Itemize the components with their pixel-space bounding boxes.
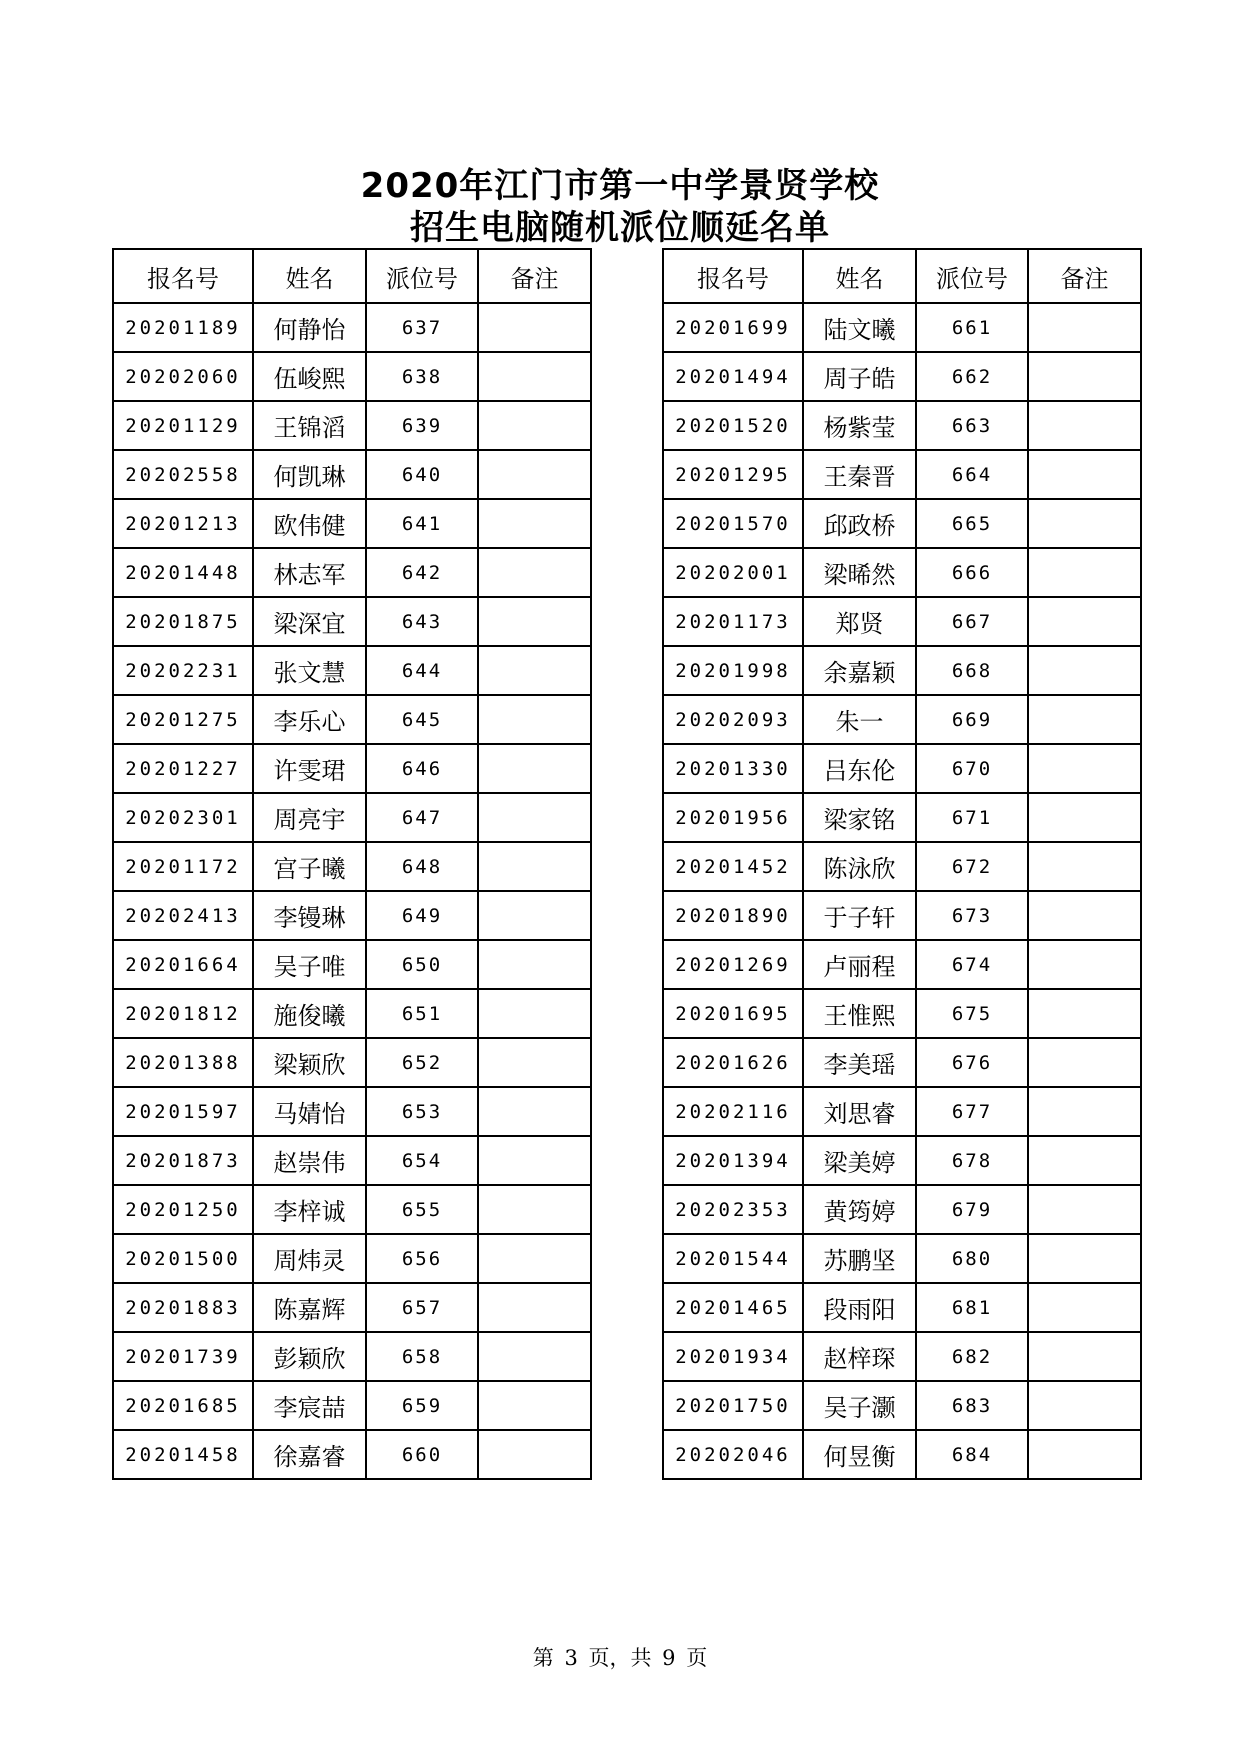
registration-no-cell: 20201739: [113, 1332, 253, 1381]
remarks-cell: [478, 1381, 591, 1430]
student-name-cell: 朱一: [803, 695, 916, 744]
remarks-cell: [478, 842, 591, 891]
header-name: 姓名: [803, 249, 916, 303]
student-name-cell: 欧伟健: [253, 499, 366, 548]
student-name-cell: 陈嘉辉: [253, 1283, 366, 1332]
table-row: [663, 401, 1141, 450]
student-name-cell: 宫子曦: [253, 842, 366, 891]
table-row: [113, 842, 591, 891]
remarks-cell: [478, 597, 591, 646]
registration-no-cell: 20202231: [113, 646, 253, 695]
table-row: [663, 793, 1141, 842]
remarks-cell: [1028, 891, 1141, 940]
remarks-cell: [478, 352, 591, 401]
remarks-cell: [478, 695, 591, 744]
remarks-cell: [1028, 793, 1141, 842]
remarks-cell: [1028, 1430, 1141, 1479]
header-row: [113, 249, 591, 303]
registration-no-cell: 20201626: [663, 1038, 803, 1087]
student-name-cell: 王锦滔: [253, 401, 366, 450]
seat-no-cell: 641: [366, 499, 478, 548]
seat-no-cell: 674: [916, 940, 1028, 989]
seat-no-cell: 647: [366, 793, 478, 842]
seat-no-cell: 671: [916, 793, 1028, 842]
student-name-cell: 吴子唯: [253, 940, 366, 989]
table-row: [663, 842, 1141, 891]
remarks-cell: [1028, 1038, 1141, 1087]
student-name-cell: 余嘉颖: [803, 646, 916, 695]
header-remarks: 备注: [1028, 249, 1141, 303]
student-name-cell: 李宸喆: [253, 1381, 366, 1430]
registration-no-cell: 20201172: [113, 842, 253, 891]
registration-no-cell: 20201269: [663, 940, 803, 989]
student-name-cell: 李镘琳: [253, 891, 366, 940]
remarks-cell: [478, 401, 591, 450]
remarks-cell: [1028, 989, 1141, 1038]
table-row: [113, 1038, 591, 1087]
student-name-cell: 何静怡: [253, 303, 366, 352]
table-row: [663, 744, 1141, 793]
seat-no-cell: 657: [366, 1283, 478, 1332]
registration-no-cell: 20201956: [663, 793, 803, 842]
registration-no-cell: 20201873: [113, 1136, 253, 1185]
registration-no-cell: 20202001: [663, 548, 803, 597]
registration-no-cell: 20202413: [113, 891, 253, 940]
table-row: [663, 1185, 1141, 1234]
registration-no-cell: 20201189: [113, 303, 253, 352]
table-row: [113, 450, 591, 499]
seat-no-cell: 664: [916, 450, 1028, 499]
registration-no-cell: 20201448: [113, 548, 253, 597]
seat-no-cell: 665: [916, 499, 1028, 548]
registration-no-cell: 20202060: [113, 352, 253, 401]
registration-no-cell: 20201750: [663, 1381, 803, 1430]
header-registration-no: 报名号: [113, 249, 253, 303]
remarks-cell: [1028, 597, 1141, 646]
student-name-cell: 李美瑶: [803, 1038, 916, 1087]
student-name-cell: 徐嘉睿: [253, 1430, 366, 1479]
table-row: [663, 989, 1141, 1038]
registration-no-cell: 20201295: [663, 450, 803, 499]
registration-no-cell: 20201227: [113, 744, 253, 793]
table-row: [113, 695, 591, 744]
student-name-cell: 周子皓: [803, 352, 916, 401]
registration-no-cell: 20202353: [663, 1185, 803, 1234]
table-row: [113, 1136, 591, 1185]
seat-no-cell: 679: [916, 1185, 1028, 1234]
table-row: [663, 940, 1141, 989]
registration-no-cell: 20202558: [113, 450, 253, 499]
student-name-cell: 许雯珺: [253, 744, 366, 793]
registration-no-cell: 20202301: [113, 793, 253, 842]
remarks-cell: [478, 646, 591, 695]
seat-no-cell: 676: [916, 1038, 1028, 1087]
registration-no-cell: 20201494: [663, 352, 803, 401]
seat-no-cell: 638: [366, 352, 478, 401]
seat-no-cell: 653: [366, 1087, 478, 1136]
student-name-cell: 邱政桥: [803, 499, 916, 548]
roster-table-left: [112, 248, 592, 1480]
seat-no-cell: 662: [916, 352, 1028, 401]
table-row: [113, 793, 591, 842]
table-row: [113, 1430, 591, 1479]
header-row: [663, 249, 1141, 303]
table-row: [663, 891, 1141, 940]
remarks-cell: [478, 1332, 591, 1381]
registration-no-cell: 20201875: [113, 597, 253, 646]
remarks-cell: [478, 940, 591, 989]
seat-no-cell: 677: [916, 1087, 1028, 1136]
student-name-cell: 陆文曦: [803, 303, 916, 352]
seat-no-cell: 672: [916, 842, 1028, 891]
table-row: [663, 352, 1141, 401]
remarks-cell: [1028, 548, 1141, 597]
table-row: [663, 1136, 1141, 1185]
table-row: [663, 646, 1141, 695]
table-row: [663, 1038, 1141, 1087]
registration-no-cell: 20202046: [663, 1430, 803, 1479]
seat-no-cell: 651: [366, 989, 478, 1038]
seat-no-cell: 680: [916, 1234, 1028, 1283]
registration-no-cell: 20201129: [113, 401, 253, 450]
registration-no-cell: 20201685: [113, 1381, 253, 1430]
header-seat-no: 派位号: [366, 249, 478, 303]
seat-no-cell: 667: [916, 597, 1028, 646]
header-seat-no: 派位号: [916, 249, 1028, 303]
table-row: [663, 1381, 1141, 1430]
student-name-cell: 赵崇伟: [253, 1136, 366, 1185]
seat-no-cell: 673: [916, 891, 1028, 940]
student-name-cell: 吕东伦: [803, 744, 916, 793]
student-name-cell: 赵梓琛: [803, 1332, 916, 1381]
student-name-cell: 彭颖欣: [253, 1332, 366, 1381]
remarks-cell: [478, 744, 591, 793]
seat-no-cell: 669: [916, 695, 1028, 744]
student-name-cell: 何凯琳: [253, 450, 366, 499]
seat-no-cell: 661: [916, 303, 1028, 352]
student-name-cell: 王惟熙: [803, 989, 916, 1038]
student-name-cell: 何昱衡: [803, 1430, 916, 1479]
table-row: [113, 352, 591, 401]
remarks-cell: [478, 1038, 591, 1087]
seat-no-cell: 639: [366, 401, 478, 450]
registration-no-cell: 20201664: [113, 940, 253, 989]
registration-no-cell: 20201250: [113, 1185, 253, 1234]
seat-no-cell: 666: [916, 548, 1028, 597]
page-title-line2: 招生电脑随机派位顺延名单: [410, 208, 830, 248]
table-row: [113, 401, 591, 450]
remarks-cell: [478, 793, 591, 842]
student-name-cell: 卢丽程: [803, 940, 916, 989]
student-name-cell: 梁晞然: [803, 548, 916, 597]
registration-no-cell: 20201452: [663, 842, 803, 891]
seat-no-cell: 649: [366, 891, 478, 940]
remarks-cell: [1028, 1136, 1141, 1185]
remarks-cell: [478, 499, 591, 548]
seat-no-cell: 646: [366, 744, 478, 793]
table-row: [663, 695, 1141, 744]
student-name-cell: 施俊曦: [253, 989, 366, 1038]
table-row: [113, 1283, 591, 1332]
remarks-cell: [1028, 1185, 1141, 1234]
table-row: [113, 891, 591, 940]
seat-no-cell: 678: [916, 1136, 1028, 1185]
seat-no-cell: 650: [366, 940, 478, 989]
registration-no-cell: 20201597: [113, 1087, 253, 1136]
seat-no-cell: 654: [366, 1136, 478, 1185]
student-name-cell: 刘思睿: [803, 1087, 916, 1136]
seat-no-cell: 675: [916, 989, 1028, 1038]
seat-no-cell: 642: [366, 548, 478, 597]
header-name: 姓名: [253, 249, 366, 303]
remarks-cell: [1028, 940, 1141, 989]
registration-no-cell: 20201890: [663, 891, 803, 940]
remarks-cell: [478, 1234, 591, 1283]
student-name-cell: 段雨阳: [803, 1283, 916, 1332]
table-row: [113, 1381, 591, 1430]
remarks-cell: [1028, 450, 1141, 499]
seat-no-cell: 658: [366, 1332, 478, 1381]
remarks-cell: [1028, 695, 1141, 744]
remarks-cell: [478, 1283, 591, 1332]
remarks-cell: [1028, 1087, 1141, 1136]
seat-no-cell: 652: [366, 1038, 478, 1087]
student-name-cell: 黄筠婷: [803, 1185, 916, 1234]
table-row: [663, 1332, 1141, 1381]
table-row: [113, 1332, 591, 1381]
header-remarks: 备注: [478, 249, 591, 303]
registration-no-cell: 20201699: [663, 303, 803, 352]
registration-no-cell: 20201570: [663, 499, 803, 548]
seat-no-cell: 683: [916, 1381, 1028, 1430]
remarks-cell: [478, 891, 591, 940]
seat-no-cell: 640: [366, 450, 478, 499]
student-name-cell: 梁家铭: [803, 793, 916, 842]
seat-no-cell: 655: [366, 1185, 478, 1234]
remarks-cell: [478, 1087, 591, 1136]
table-row: [113, 499, 591, 548]
table-row: [113, 1185, 591, 1234]
seat-no-cell: 684: [916, 1430, 1028, 1479]
student-name-cell: 苏鹏坚: [803, 1234, 916, 1283]
remarks-cell: [1028, 842, 1141, 891]
table-row: [663, 597, 1141, 646]
page-footer: 第 3 页，共 9 页: [532, 1646, 708, 1670]
remarks-cell: [1028, 401, 1141, 450]
seat-no-cell: 660: [366, 1430, 478, 1479]
student-name-cell: 马婧怡: [253, 1087, 366, 1136]
table-row: [113, 646, 591, 695]
seat-no-cell: 659: [366, 1381, 478, 1430]
page-title-line1: 2020年江门市第一中学景贤学校: [360, 166, 880, 206]
table-row: [113, 940, 591, 989]
remarks-cell: [1028, 499, 1141, 548]
remarks-cell: [1028, 1283, 1141, 1332]
remarks-cell: [478, 303, 591, 352]
registration-no-cell: 20201500: [113, 1234, 253, 1283]
student-name-cell: 周亮宇: [253, 793, 366, 842]
registration-no-cell: 20201330: [663, 744, 803, 793]
seat-no-cell: 681: [916, 1283, 1028, 1332]
student-name-cell: 于子轩: [803, 891, 916, 940]
seat-no-cell: 656: [366, 1234, 478, 1283]
seat-no-cell: 644: [366, 646, 478, 695]
table-row: [113, 744, 591, 793]
remarks-cell: [1028, 1332, 1141, 1381]
student-name-cell: 李梓诚: [253, 1185, 366, 1234]
seat-no-cell: 668: [916, 646, 1028, 695]
seat-no-cell: 648: [366, 842, 478, 891]
table-row: [663, 548, 1141, 597]
seat-no-cell: 682: [916, 1332, 1028, 1381]
remarks-cell: [478, 1136, 591, 1185]
student-name-cell: 吴子灏: [803, 1381, 916, 1430]
seat-no-cell: 670: [916, 744, 1028, 793]
registration-no-cell: 20201520: [663, 401, 803, 450]
seat-no-cell: 645: [366, 695, 478, 744]
table-row: [663, 303, 1141, 352]
table-row: [663, 450, 1141, 499]
table-row: [663, 1283, 1141, 1332]
registration-no-cell: 20201998: [663, 646, 803, 695]
remarks-cell: [1028, 352, 1141, 401]
table-row: [663, 499, 1141, 548]
table-row: [663, 1087, 1141, 1136]
remarks-cell: [1028, 303, 1141, 352]
remarks-cell: [478, 450, 591, 499]
student-name-cell: 李乐心: [253, 695, 366, 744]
registration-no-cell: 20201934: [663, 1332, 803, 1381]
registration-no-cell: 20201213: [113, 499, 253, 548]
remarks-cell: [478, 1185, 591, 1234]
registration-no-cell: 20202093: [663, 695, 803, 744]
seat-no-cell: 643: [366, 597, 478, 646]
student-name-cell: 梁美婷: [803, 1136, 916, 1185]
student-name-cell: 王秦晋: [803, 450, 916, 499]
registration-no-cell: 20202116: [663, 1087, 803, 1136]
table-row: [663, 1430, 1141, 1479]
registration-no-cell: 20201275: [113, 695, 253, 744]
student-name-cell: 伍峻熙: [253, 352, 366, 401]
roster-table-right: [662, 248, 1142, 1480]
registration-no-cell: 20201394: [663, 1136, 803, 1185]
table-row: [113, 989, 591, 1038]
table-row: [113, 597, 591, 646]
student-name-cell: 张文慧: [253, 646, 366, 695]
registration-no-cell: 20201458: [113, 1430, 253, 1479]
table-row: [113, 548, 591, 597]
header-registration-no: 报名号: [663, 249, 803, 303]
registration-no-cell: 20201544: [663, 1234, 803, 1283]
student-name-cell: 陈泳欣: [803, 842, 916, 891]
table-row: [663, 1234, 1141, 1283]
remarks-cell: [1028, 744, 1141, 793]
student-name-cell: 周炜灵: [253, 1234, 366, 1283]
student-name-cell: 林志军: [253, 548, 366, 597]
table-row: [113, 1234, 591, 1283]
registration-no-cell: 20201465: [663, 1283, 803, 1332]
student-name-cell: 梁颖欣: [253, 1038, 366, 1087]
student-name-cell: 梁深宜: [253, 597, 366, 646]
table-row: [113, 303, 591, 352]
seat-no-cell: 637: [366, 303, 478, 352]
registration-no-cell: 20201812: [113, 989, 253, 1038]
remarks-cell: [1028, 1381, 1141, 1430]
registration-no-cell: 20201388: [113, 1038, 253, 1087]
seat-no-cell: 663: [916, 401, 1028, 450]
remarks-cell: [1028, 646, 1141, 695]
registration-no-cell: 20201173: [663, 597, 803, 646]
student-name-cell: 杨紫莹: [803, 401, 916, 450]
registration-no-cell: 20201883: [113, 1283, 253, 1332]
remarks-cell: [478, 548, 591, 597]
remarks-cell: [478, 1430, 591, 1479]
remarks-cell: [478, 989, 591, 1038]
student-name-cell: 郑贤: [803, 597, 916, 646]
registration-no-cell: 20201695: [663, 989, 803, 1038]
remarks-cell: [1028, 1234, 1141, 1283]
table-row: [113, 1087, 591, 1136]
